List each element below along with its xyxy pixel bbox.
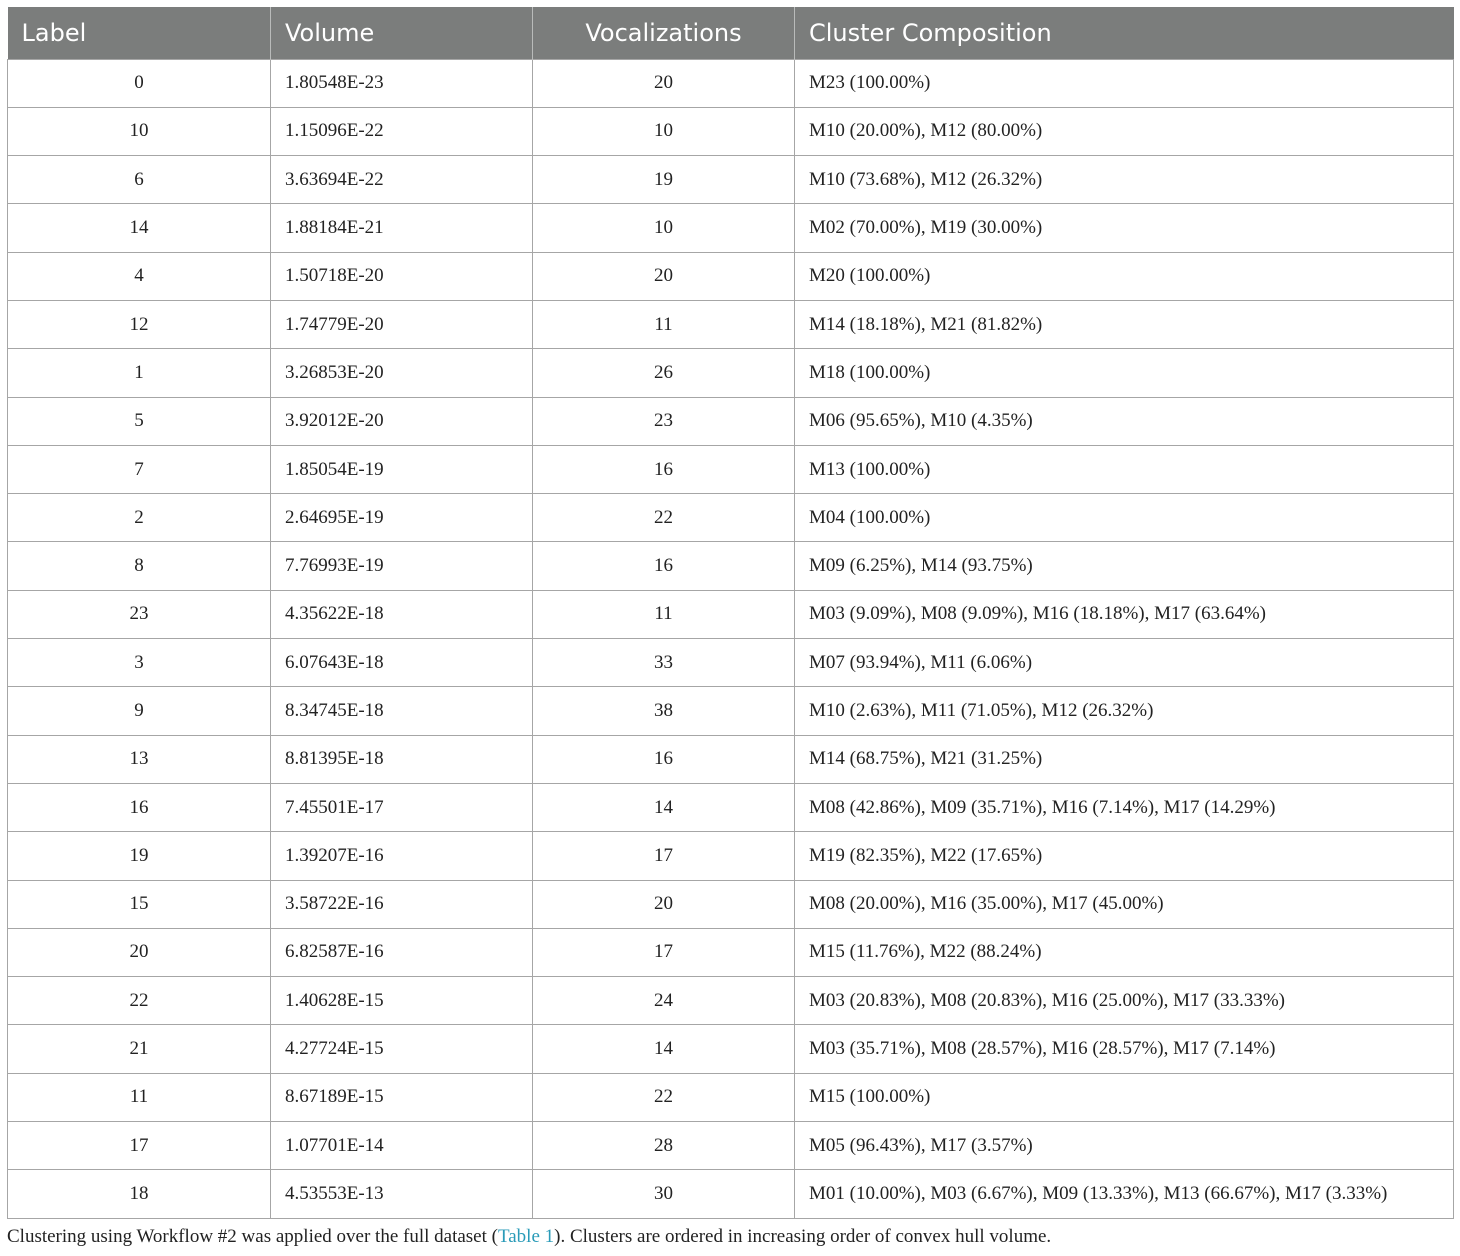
- cell-vocalizations: 24: [533, 977, 795, 1025]
- cell-cluster-composition: M07 (93.94%), M11 (6.06%): [795, 639, 1454, 687]
- cell-vocalizations: 11: [533, 590, 795, 638]
- cell-volume: 1.50718E-20: [271, 252, 533, 300]
- cell-label: 22: [8, 977, 271, 1025]
- caption-text-before: Clustering using Workflow #2 was applied over the full dataset (: [7, 1226, 498, 1247]
- cell-vocalizations: 17: [533, 928, 795, 976]
- table-row: [8, 204, 1454, 252]
- cell-label: 1: [8, 349, 271, 397]
- table-row: [8, 252, 1454, 300]
- cell-label: 14: [8, 204, 271, 252]
- cell-cluster-composition: M03 (9.09%), M08 (9.09%), M16 (18.18%), M17 (63.64%): [795, 590, 1454, 638]
- cell-vocalizations: 11: [533, 300, 795, 348]
- cell-label: 6: [8, 156, 271, 204]
- cell-volume: 7.76993E-19: [271, 542, 533, 590]
- cell-label: 8: [8, 542, 271, 590]
- cell-volume: 4.27724E-15: [271, 1025, 533, 1073]
- table-row: [8, 783, 1454, 831]
- table-row: [8, 977, 1454, 1025]
- table-row: [8, 542, 1454, 590]
- cell-volume: 3.92012E-20: [271, 397, 533, 445]
- cell-volume: 1.85054E-19: [271, 445, 533, 493]
- table-row: [8, 639, 1454, 687]
- header-row: [8, 7, 1454, 59]
- cell-label: 20: [8, 928, 271, 976]
- cell-vocalizations: 28: [533, 1122, 795, 1170]
- cell-vocalizations: 22: [533, 494, 795, 542]
- cell-cluster-composition: M14 (68.75%), M21 (31.25%): [795, 735, 1454, 783]
- cell-label: 23: [8, 590, 271, 638]
- cell-label: 15: [8, 880, 271, 928]
- cell-label: 10: [8, 107, 271, 155]
- table-row: [8, 832, 1454, 880]
- cell-volume: 2.64695E-19: [271, 494, 533, 542]
- cell-vocalizations: 14: [533, 783, 795, 831]
- cell-volume: 8.81395E-18: [271, 735, 533, 783]
- cell-cluster-composition: M01 (10.00%), M03 (6.67%), M09 (13.33%), M13 (66.67%), M17 (3.33%): [795, 1170, 1454, 1218]
- cell-cluster-composition: M13 (100.00%): [795, 445, 1454, 493]
- table-row: [8, 156, 1454, 204]
- cell-volume: 1.40628E-15: [271, 977, 533, 1025]
- cell-vocalizations: 30: [533, 1170, 795, 1218]
- cell-vocalizations: 10: [533, 204, 795, 252]
- table-row: [8, 687, 1454, 735]
- cell-volume: 6.82587E-16: [271, 928, 533, 976]
- cell-vocalizations: 17: [533, 832, 795, 880]
- table-row: [8, 735, 1454, 783]
- cell-label: 16: [8, 783, 271, 831]
- table-row: [8, 1170, 1454, 1218]
- cell-label: 3: [8, 639, 271, 687]
- cell-cluster-composition: M10 (20.00%), M12 (80.00%): [795, 107, 1454, 155]
- cell-cluster-composition: M19 (82.35%), M22 (17.65%): [795, 832, 1454, 880]
- cell-cluster-composition: M08 (42.86%), M09 (35.71%), M16 (7.14%), M17 (14.29%): [795, 783, 1454, 831]
- cell-label: 12: [8, 300, 271, 348]
- cell-volume: 1.88184E-21: [271, 204, 533, 252]
- table-row: [8, 494, 1454, 542]
- table-row: [8, 107, 1454, 155]
- cell-vocalizations: 22: [533, 1073, 795, 1121]
- cell-volume: 7.45501E-17: [271, 783, 533, 831]
- cell-volume: 6.07643E-18: [271, 639, 533, 687]
- cell-vocalizations: 38: [533, 687, 795, 735]
- cell-cluster-composition: M14 (18.18%), M21 (81.82%): [795, 300, 1454, 348]
- cell-label: 7: [8, 445, 271, 493]
- cell-cluster-composition: M15 (11.76%), M22 (88.24%): [795, 928, 1454, 976]
- header-volume: Volume: [271, 7, 533, 59]
- cell-cluster-composition: M10 (73.68%), M12 (26.32%): [795, 156, 1454, 204]
- caption-text-after: ). Clusters are ordered in increasing order of convex hull volume.: [554, 1226, 1052, 1247]
- cell-cluster-composition: M15 (100.00%): [795, 1073, 1454, 1121]
- cell-cluster-composition: M20 (100.00%): [795, 252, 1454, 300]
- cell-label: 4: [8, 252, 271, 300]
- cell-volume: 1.80548E-23: [271, 59, 533, 107]
- table-row: [8, 300, 1454, 348]
- table-row: [8, 445, 1454, 493]
- cell-cluster-composition: M09 (6.25%), M14 (93.75%): [795, 542, 1454, 590]
- table-row: [8, 928, 1454, 976]
- table-row: [8, 349, 1454, 397]
- cell-vocalizations: 20: [533, 59, 795, 107]
- caption-table-link[interactable]: Table 1: [497, 1226, 555, 1247]
- cell-vocalizations: 20: [533, 252, 795, 300]
- cell-volume: 3.63694E-22: [271, 156, 533, 204]
- cell-vocalizations: 16: [533, 735, 795, 783]
- cell-label: 18: [8, 1170, 271, 1218]
- cell-label: 2: [8, 494, 271, 542]
- cell-vocalizations: 20: [533, 880, 795, 928]
- cell-vocalizations: 14: [533, 1025, 795, 1073]
- cell-volume: 1.15096E-22: [271, 107, 533, 155]
- cell-volume: 3.26853E-20: [271, 349, 533, 397]
- cell-label: 9: [8, 687, 271, 735]
- cell-vocalizations: 19: [533, 156, 795, 204]
- cell-cluster-composition: M05 (96.43%), M17 (3.57%): [795, 1122, 1454, 1170]
- cell-cluster-composition: M03 (35.71%), M08 (28.57%), M16 (28.57%), M17 (7.14%): [795, 1025, 1454, 1073]
- table-row: [8, 880, 1454, 928]
- header-cluster-composition: Cluster Composition: [795, 7, 1454, 59]
- cell-volume: 8.34745E-18: [271, 687, 533, 735]
- table-body: [8, 59, 1454, 1218]
- cell-vocalizations: 33: [533, 639, 795, 687]
- table-caption: [7, 1226, 1051, 1248]
- cell-cluster-composition: M06 (95.65%), M10 (4.35%): [795, 397, 1454, 445]
- cell-volume: 1.07701E-14: [271, 1122, 533, 1170]
- cell-label: 19: [8, 832, 271, 880]
- cell-volume: 4.53553E-13: [271, 1170, 533, 1218]
- cell-cluster-composition: M08 (20.00%), M16 (35.00%), M17 (45.00%): [795, 880, 1454, 928]
- table-row: [8, 1073, 1454, 1121]
- cell-vocalizations: 16: [533, 542, 795, 590]
- cell-label: 13: [8, 735, 271, 783]
- cluster-table: [7, 7, 1454, 1219]
- cell-volume: 1.74779E-20: [271, 300, 533, 348]
- table-row: [8, 397, 1454, 445]
- cell-volume: 8.67189E-15: [271, 1073, 533, 1121]
- header-label: Label: [8, 7, 271, 59]
- cell-cluster-composition: M23 (100.00%): [795, 59, 1454, 107]
- cell-label: 5: [8, 397, 271, 445]
- data-table-container: [7, 7, 1453, 1219]
- cell-label: 11: [8, 1073, 271, 1121]
- cell-cluster-composition: M18 (100.00%): [795, 349, 1454, 397]
- table-header: [8, 7, 1454, 59]
- cell-label: 0: [8, 59, 271, 107]
- cell-cluster-composition: M02 (70.00%), M19 (30.00%): [795, 204, 1454, 252]
- table-row: [8, 1025, 1454, 1073]
- cell-volume: 4.35622E-18: [271, 590, 533, 638]
- cell-vocalizations: 26: [533, 349, 795, 397]
- cell-cluster-composition: M03 (20.83%), M08 (20.83%), M16 (25.00%), M17 (33.33%): [795, 977, 1454, 1025]
- cell-vocalizations: 23: [533, 397, 795, 445]
- cell-cluster-composition: M04 (100.00%): [795, 494, 1454, 542]
- cell-volume: 1.39207E-16: [271, 832, 533, 880]
- table-row: [8, 590, 1454, 638]
- cell-label: 21: [8, 1025, 271, 1073]
- table-row: [8, 1122, 1454, 1170]
- cell-volume: 3.58722E-16: [271, 880, 533, 928]
- cell-cluster-composition: M10 (2.63%), M11 (71.05%), M12 (26.32%): [795, 687, 1454, 735]
- table-row: [8, 59, 1454, 107]
- cell-vocalizations: 10: [533, 107, 795, 155]
- cell-label: 17: [8, 1122, 271, 1170]
- header-vocalizations: Vocalizations: [533, 7, 795, 59]
- cell-vocalizations: 16: [533, 445, 795, 493]
